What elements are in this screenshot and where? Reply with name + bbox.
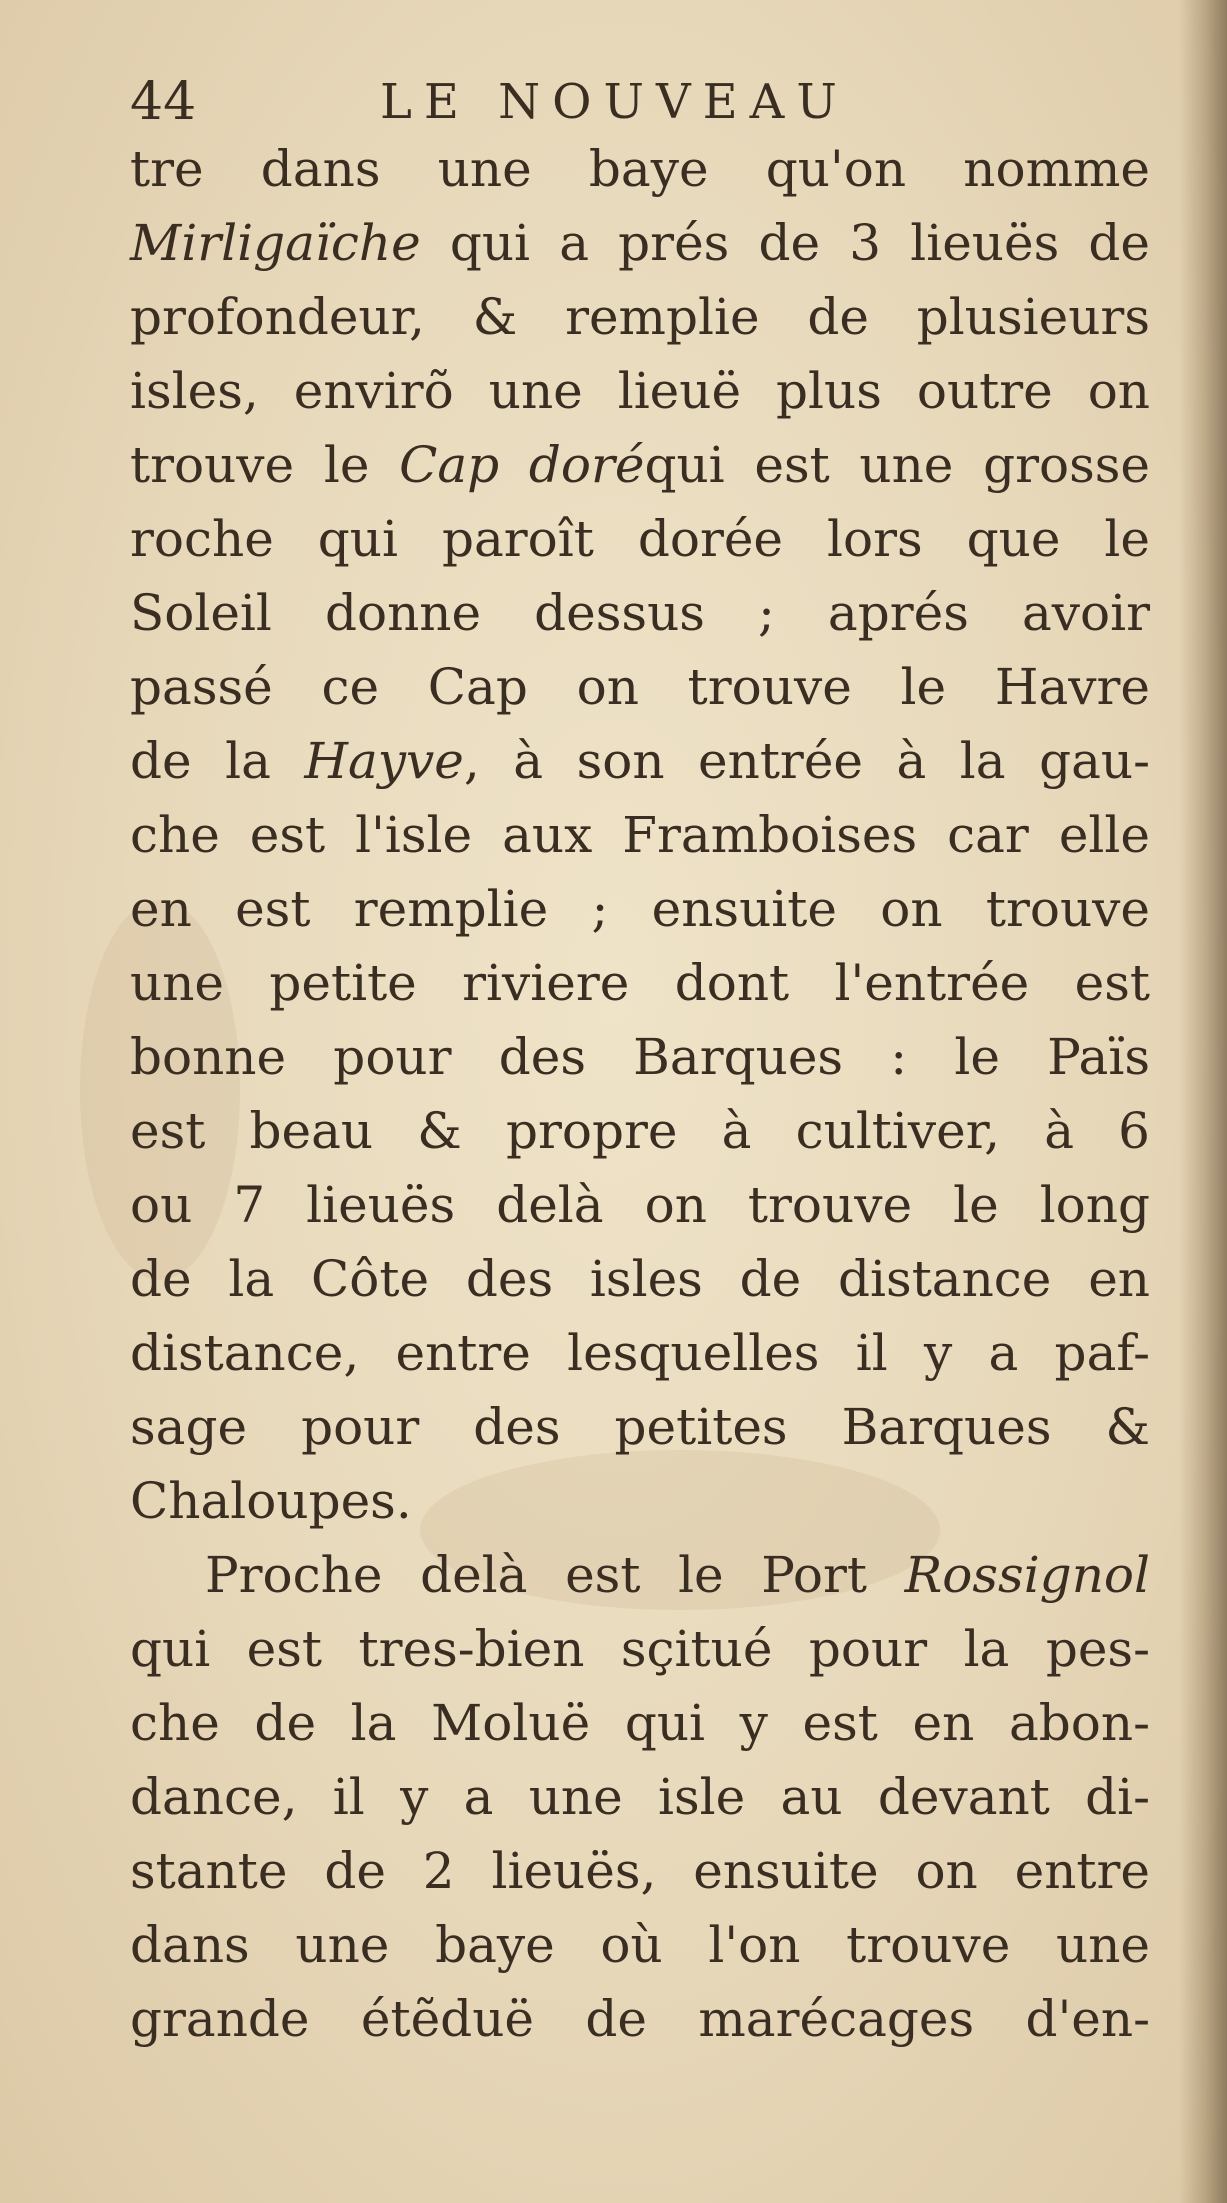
text-line xyxy=(130,1686,1150,1760)
text-segment: qui est tres-bien sçitué pour la pes- xyxy=(130,1620,1150,1678)
text-segment: stante de 2 lieuës, ensuite on entre xyxy=(130,1842,1150,1900)
text-line xyxy=(130,280,1150,354)
page-header xyxy=(130,62,1130,142)
text-segment: de la Côte des isles de distance en xyxy=(130,1250,1150,1308)
running-head: LE NOUVEAU xyxy=(380,74,849,130)
text-line xyxy=(130,1242,1150,1316)
text-segment: qui a prés de 3 lieuës de xyxy=(420,214,1150,272)
text-line xyxy=(130,576,1150,650)
page-number: 44 xyxy=(130,72,197,132)
text-line xyxy=(130,428,1150,502)
text-segment: Proche delà est le Port xyxy=(205,1546,905,1604)
text-segment: Chaloupes. xyxy=(130,1472,412,1530)
italic-segment: Cap doré xyxy=(399,436,645,494)
text-line xyxy=(130,1020,1150,1094)
text-line xyxy=(130,724,1150,798)
text-segment: che est l'isle aux Framboises car elle xyxy=(130,806,1150,864)
text-segment: Soleil donne dessus ; aprés avoir xyxy=(130,584,1150,642)
text-line xyxy=(130,206,1150,280)
italic-segment: Rossignol xyxy=(904,1546,1150,1604)
binding-shadow xyxy=(1179,0,1227,2203)
text-segment: qui est une grosse xyxy=(644,436,1150,494)
body-text xyxy=(130,132,1150,2056)
text-line xyxy=(130,132,1150,206)
text-segment: dance, il y a une isle au devant di- xyxy=(130,1768,1150,1826)
text-line xyxy=(130,1464,1150,1538)
text-segment: une petite riviere dont l'entrée est xyxy=(130,954,1150,1012)
text-line xyxy=(130,1612,1150,1686)
text-line xyxy=(130,946,1150,1020)
text-line xyxy=(130,1094,1150,1168)
text-line xyxy=(130,650,1150,724)
text-segment: grande étẽduë de marécages d'en- xyxy=(130,1990,1150,2048)
text-line xyxy=(130,1316,1150,1390)
text-line xyxy=(130,1982,1150,2056)
text-line xyxy=(130,872,1150,946)
italic-segment: Hayve xyxy=(304,732,464,790)
text-line xyxy=(130,502,1150,576)
text-segment: roche qui paroît dorée lors que le xyxy=(130,510,1150,568)
text-segment: en est remplie ; ensuite on trouve xyxy=(130,880,1150,938)
text-segment: trouve le xyxy=(130,436,400,494)
text-segment: profondeur, & remplie de plusieurs xyxy=(130,288,1150,346)
text-line xyxy=(130,1908,1150,1982)
text-segment: est beau & propre à cultiver, à 6 xyxy=(130,1102,1150,1160)
text-segment: , à son entrée à la gau- xyxy=(463,732,1150,790)
italic-segment: Mirligaïche xyxy=(130,214,421,272)
text-segment: de la xyxy=(130,732,305,790)
text-line xyxy=(130,1538,1150,1612)
text-line xyxy=(130,798,1150,872)
text-segment: passé ce Cap on trouve le Havre xyxy=(130,658,1150,716)
text-line xyxy=(130,1834,1150,1908)
text-segment: dans une baye où l'on trouve une xyxy=(130,1916,1150,1974)
text-segment: tre dans une baye qu'on nomme xyxy=(130,140,1150,198)
text-segment: bonne pour des Barques : le Païs xyxy=(130,1028,1150,1086)
text-segment: ou 7 lieuës delà on trouve le long xyxy=(130,1176,1150,1234)
text-segment: sage pour des petites Barques & xyxy=(130,1398,1150,1456)
text-line xyxy=(130,1760,1150,1834)
text-segment: distance, entre lesquelles il y a paf- xyxy=(130,1324,1150,1382)
text-line xyxy=(130,1390,1150,1464)
text-segment: che de la Moluë qui y est en abon- xyxy=(130,1694,1150,1752)
text-segment: isles, envirõ une lieuë plus outre on xyxy=(130,362,1150,420)
text-line xyxy=(130,354,1150,428)
text-line xyxy=(130,1168,1150,1242)
